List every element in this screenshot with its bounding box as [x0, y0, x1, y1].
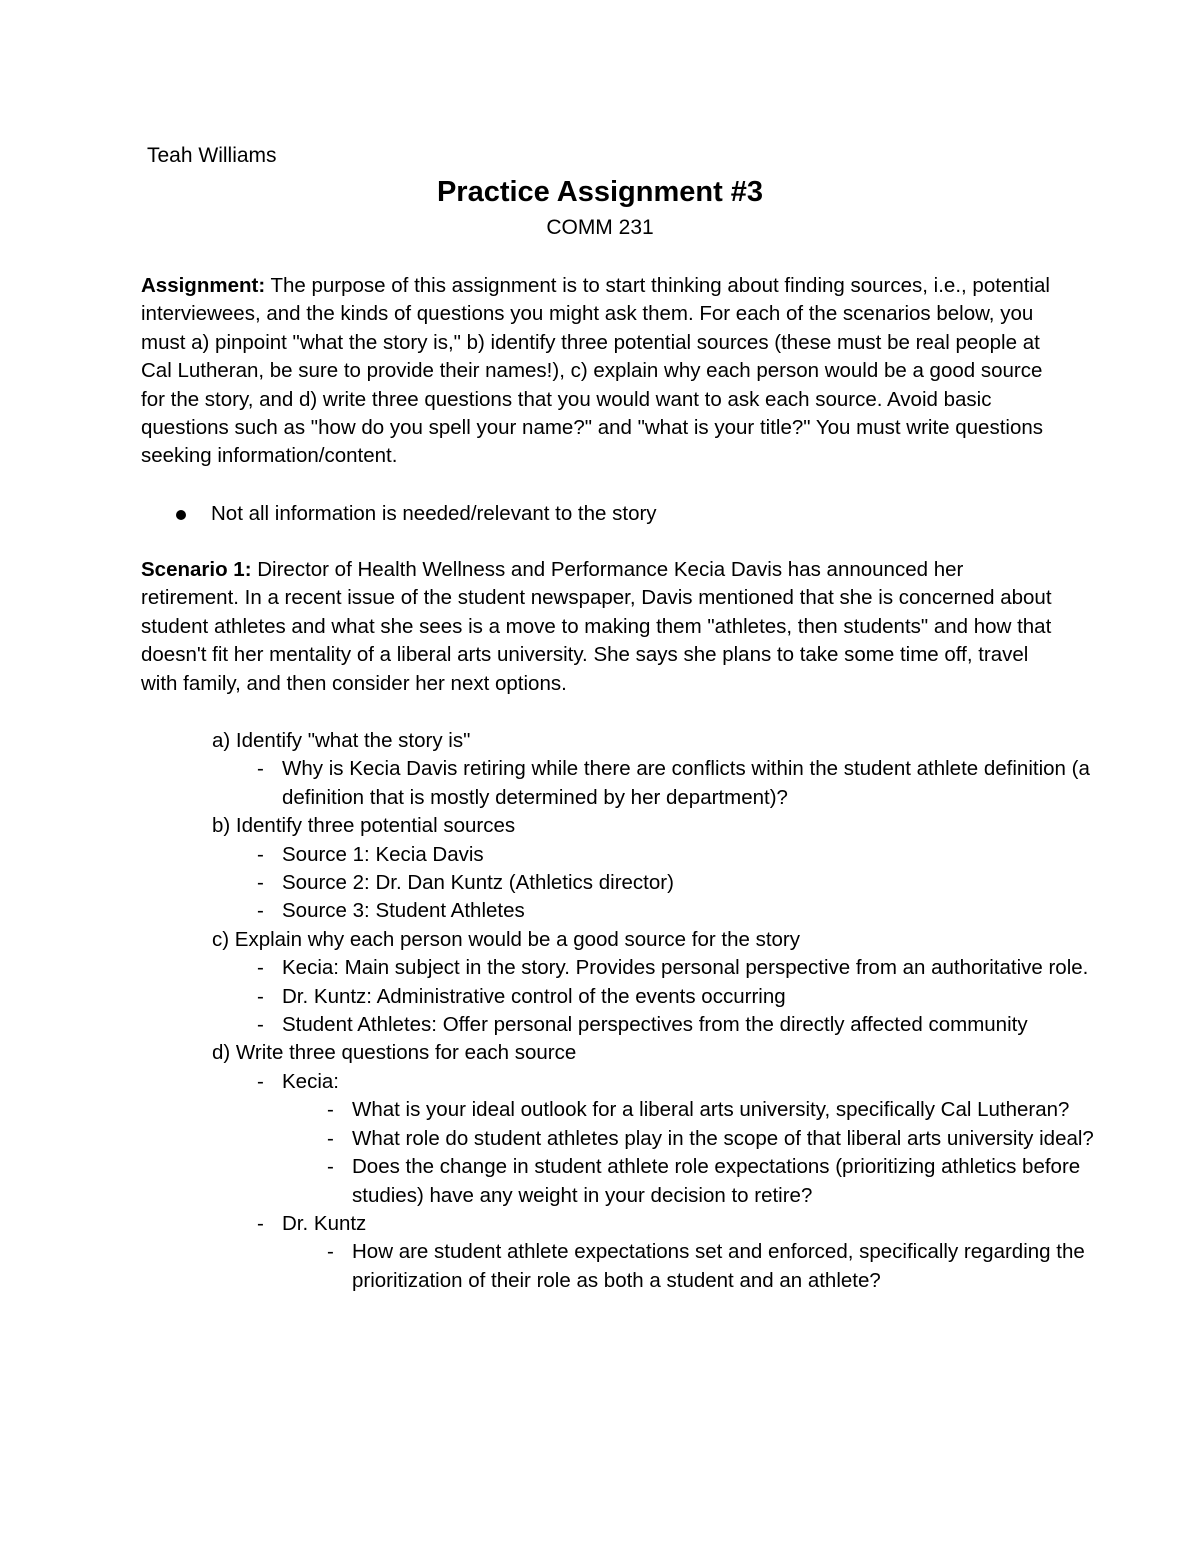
- kecia-question-3: Does the change in student athlete role expectations (prioritizing athletics before studies) have any weight in your decision to retire?: [352, 1155, 1081, 1207]
- list-item: [212, 841, 1112, 869]
- list-item: [212, 755, 1112, 812]
- kecia-label: Kecia:: [282, 1069, 339, 1093]
- dash-marker: -: [257, 1013, 264, 1037]
- list-item: [212, 1011, 1112, 1039]
- list-item: [212, 954, 1112, 982]
- note-text: Not all information is needed/relevant to the story: [211, 502, 657, 525]
- scenario-1-outline: [212, 727, 1112, 1295]
- dash-marker: -: [257, 899, 264, 923]
- reason-kuntz: Dr. Kuntz: Administrative control of the events occurring: [282, 984, 786, 1008]
- list-item: [212, 869, 1112, 897]
- scenario-1-paragraph: [141, 556, 1061, 698]
- list-item: [212, 1238, 1112, 1295]
- kuntz-question-1: How are student athlete expectations set and enforced, specifically regarding the prioritization of their role as both a student and an athlete?: [352, 1240, 1085, 1292]
- dash-marker: -: [327, 1155, 334, 1179]
- list-item: [212, 1096, 1112, 1124]
- list-item: [212, 1068, 1112, 1096]
- page-title: Practice Assignment #3: [436, 176, 764, 208]
- scenario-1-label: Scenario 1:: [141, 558, 252, 581]
- source-2: Source 2: Dr. Dan Kuntz (Athletics director): [282, 871, 674, 895]
- list-item: [212, 1125, 1112, 1153]
- list-item: [212, 897, 1112, 925]
- dash-marker: -: [327, 1240, 334, 1264]
- kecia-question-1: What is your ideal outlook for a liberal arts university, specifically Cal Lutheran?: [352, 1098, 1070, 1122]
- dash-marker: -: [327, 1098, 334, 1122]
- dash-marker: -: [327, 1126, 334, 1150]
- author-name: Teah Williams: [147, 144, 277, 167]
- section-d-heading: d) Write three questions for each source: [212, 1041, 577, 1065]
- dash-marker: -: [257, 842, 264, 866]
- dash-marker: -: [257, 757, 264, 781]
- section-a-heading: a) Identify "what the story is": [212, 729, 471, 752]
- source-3: Source 3: Student Athletes: [282, 899, 525, 923]
- dash-marker: -: [257, 1211, 264, 1235]
- scenario-1-text: Director of Health Wellness and Performance Kecia Davis has announced her retirement. In a recent issue of the student newspaper, Davis mentioned that she is concerned about student athletes and what she sees is a move to making them "athletes, then students" and how that doesn't fit her mentality of a liberal arts university. She says she plans to take some time off, travel with family, and then consider her next options.: [141, 558, 1052, 695]
- dash-marker: -: [257, 1069, 264, 1093]
- assignment-label: Assignment:: [141, 274, 266, 297]
- list-item: [212, 983, 1112, 1011]
- dash-marker: -: [257, 956, 264, 980]
- bullet-icon: [176, 510, 186, 520]
- assignment-paragraph: [141, 272, 1061, 471]
- list-item: [212, 1210, 1112, 1238]
- source-1: Source 1: Kecia Davis: [282, 842, 484, 866]
- list-item: [212, 1153, 1112, 1210]
- assignment-text: The purpose of this assignment is to start thinking about finding sources, i.e., potential interviewees, and the kinds of questions you might ask them. For each of the scenarios below, you must a) pinpoint "what the story is," b) identify three potential sources (these must be real people at Cal Lutheran, be sure to provide their names!), c) explain why each person would be a good source for the story, and d) write three questions that you would want to ask each source. Avoid basic questions such as "how do you spell your name?" and "what is your title?" You must write questions seeking information/content.: [141, 274, 1050, 468]
- dash-marker: -: [257, 871, 264, 895]
- dash-marker: -: [257, 984, 264, 1008]
- reason-kecia: Kecia: Main subject in the story. Provides personal perspective from an authoritative role.: [282, 956, 1089, 980]
- course-code: COMM 231: [546, 216, 654, 239]
- reason-student-athletes: Student Athletes: Offer personal perspectives from the directly affected community: [282, 1013, 1028, 1037]
- kuntz-label: Dr. Kuntz: [282, 1211, 367, 1235]
- section-b-heading: b) Identify three potential sources: [212, 814, 516, 838]
- kecia-question-2: What role do student athletes play in the scope of that liberal arts university ideal?: [352, 1126, 1094, 1150]
- section-c-heading: c) Explain why each person would be a good source for the story: [212, 927, 800, 951]
- story-statement: Why is Kecia Davis retiring while there are conflicts within the student athlete definition (a definition that is mostly determined by her department)?: [282, 757, 1090, 809]
